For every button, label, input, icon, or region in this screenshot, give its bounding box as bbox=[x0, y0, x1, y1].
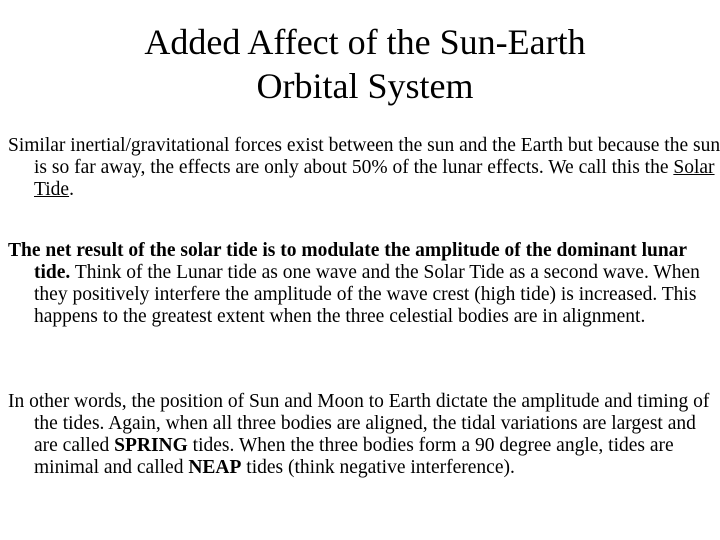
neap-term: NEAP bbox=[188, 457, 242, 478]
paragraph-2-text: Think of the Lunar tide as one wave and the Solar Tide as a second wave. When they positively interfere the amplitude of the wave crest (high tide) is increased. This happens to the greatest extent when the three celestial bodies are in alignment. bbox=[34, 262, 700, 327]
paragraph-3-text-1: In other words, the position of Sun and Moon to Earth dictate the amplitude and timing of the tides. Again, when all three bodies are aligned, the tidal variations are largest and are called bbox=[8, 391, 710, 456]
title-line-1: Added Affect of the Sun-Earth bbox=[144, 22, 586, 62]
paragraph-2-bold: The net result of the solar tide is to modulate the amplitude of the dominant lunar tide. bbox=[8, 240, 687, 283]
title-line-2: Orbital System bbox=[256, 66, 474, 106]
paragraph-1-text: Similar inertial/gravitational forces exist between the sun and the Earth but because the sun is so far away, the effects are only about 50% of the lunar effects. We call this the bbox=[8, 135, 720, 178]
paragraph-3-text-3: tides (think negative interference). bbox=[241, 457, 515, 478]
slide-title bbox=[90, 20, 640, 108]
paragraph-net-result bbox=[8, 240, 720, 328]
paragraph-1-end: . bbox=[69, 179, 74, 200]
paragraph-spring-neap bbox=[8, 391, 720, 479]
spring-term: SPRING bbox=[114, 435, 188, 456]
solar-tide-term: Solar Tide bbox=[34, 157, 715, 200]
paragraph-3-text-2: tides. When the three bodies form a 90 degree angle, tides are minimal and called bbox=[34, 435, 674, 478]
paragraph-solar-tide bbox=[8, 135, 720, 201]
